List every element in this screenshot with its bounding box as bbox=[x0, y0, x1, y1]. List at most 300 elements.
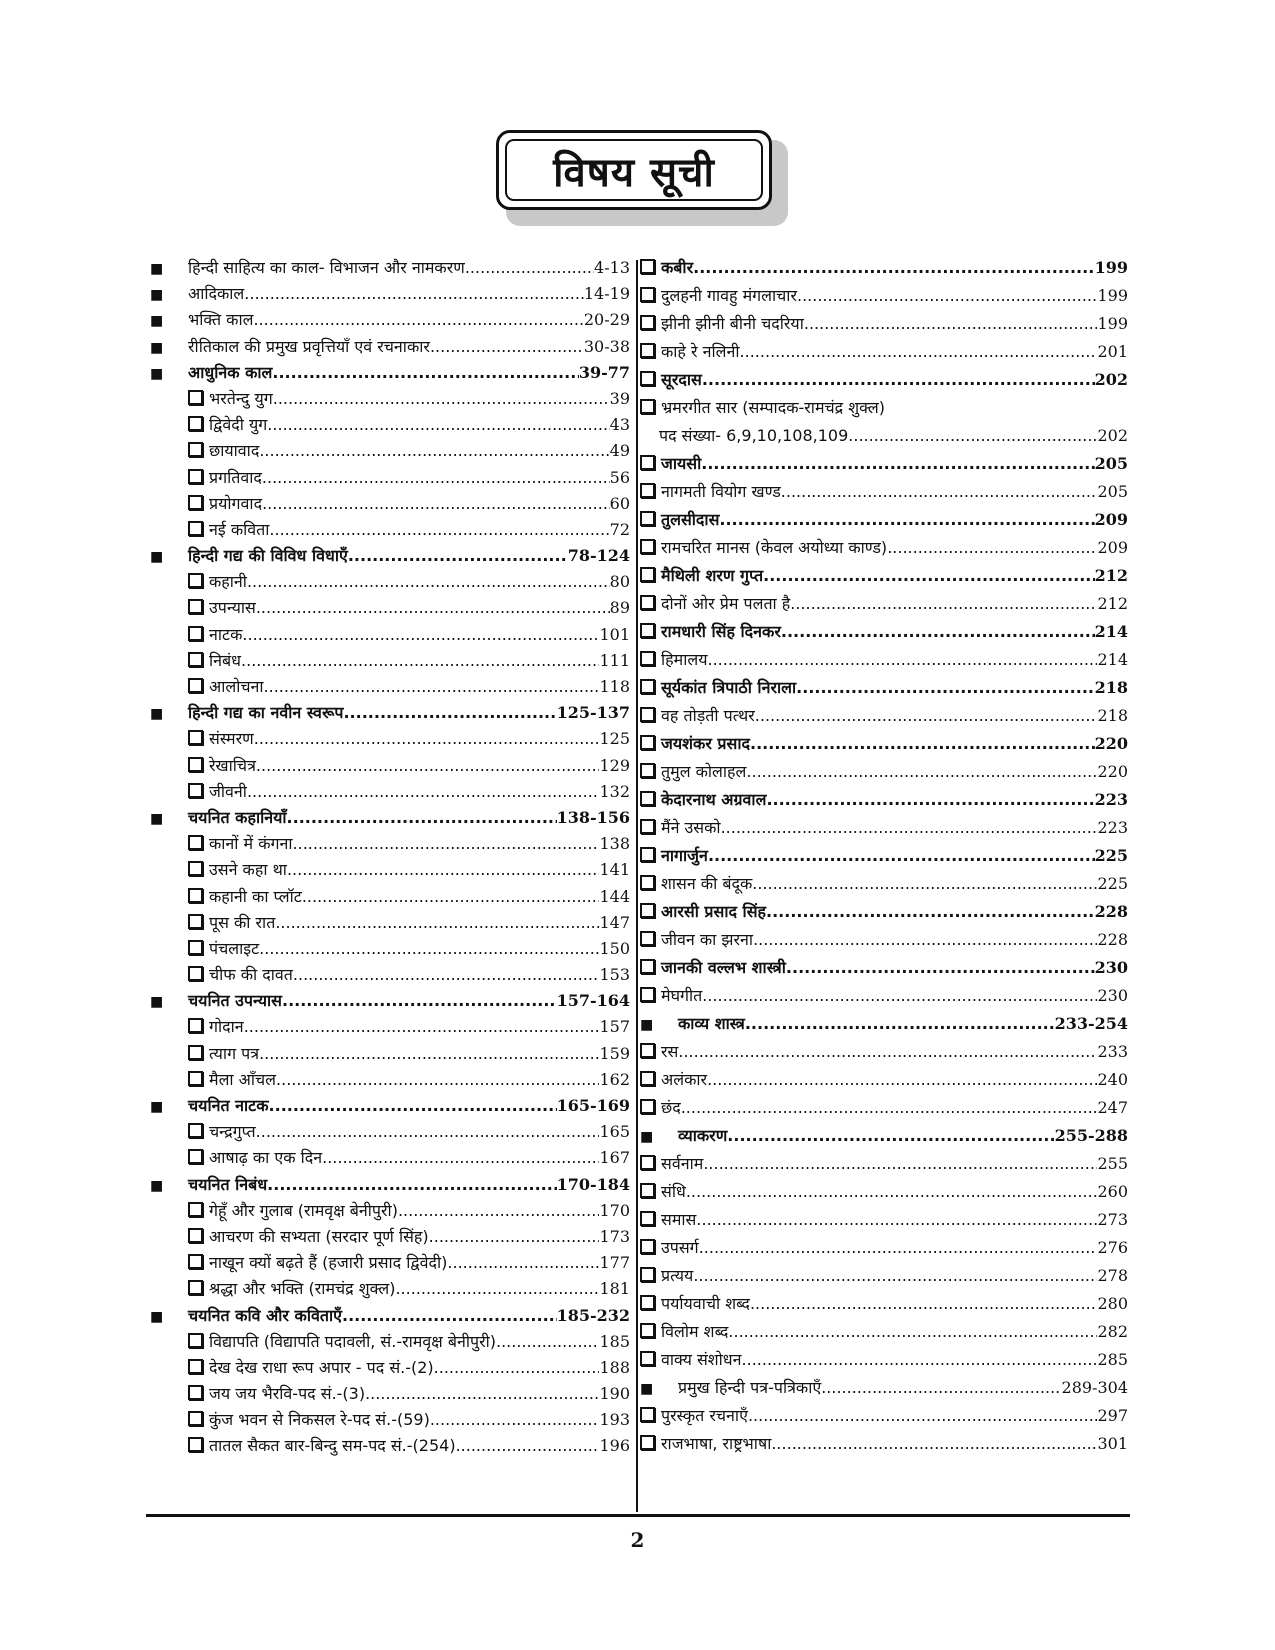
toc-entry-page: 185-232 bbox=[556, 1305, 630, 1325]
toc-entry bbox=[150, 598, 630, 624]
toc-entry-page: 196 bbox=[599, 1436, 630, 1456]
checkbox-bullet-icon bbox=[640, 847, 655, 862]
checkbox-bullet-icon bbox=[188, 730, 203, 745]
toc-entry-page: 141 bbox=[599, 860, 630, 880]
checkbox-bullet-icon bbox=[640, 315, 655, 330]
toc-entry-label: मैला आँचल bbox=[209, 1069, 277, 1089]
dot-leader bbox=[699, 1238, 1098, 1258]
dot-leader bbox=[322, 1148, 599, 1168]
toc-entry-page: 218 bbox=[1094, 678, 1128, 697]
toc-entry-label: उसने कहा था bbox=[209, 860, 287, 880]
checkbox-bullet-icon bbox=[640, 763, 655, 778]
dot-leader bbox=[272, 363, 578, 383]
toc-entry-label: त्याग पत्र bbox=[209, 1043, 260, 1063]
checkbox-bullet-icon bbox=[640, 875, 655, 890]
toc-entry bbox=[150, 572, 630, 598]
checkbox-bullet-icon bbox=[640, 1295, 655, 1310]
toc-entry bbox=[640, 482, 1128, 510]
dot-leader bbox=[276, 1070, 599, 1090]
toc-entry-label: आधुनिक काल bbox=[188, 362, 273, 382]
toc-entry-label: दुलहनी गावहु मंगलाचार bbox=[661, 286, 797, 305]
toc-entry-page: 150 bbox=[599, 938, 630, 958]
toc-entry-label: चयनित कहानियाँ bbox=[188, 807, 287, 827]
toc-entry-label: काहे रे नलिनी bbox=[661, 342, 740, 361]
toc-entry-label: नाखून क्यों बढ़ते हैं (हजारी प्रसाद द्विवेदी) bbox=[209, 1253, 448, 1273]
checkbox-bullet-icon bbox=[640, 595, 655, 610]
dot-leader bbox=[429, 1227, 600, 1247]
dot-leader bbox=[247, 782, 600, 802]
toc-entry-label: नई कविता bbox=[209, 519, 270, 539]
toc-entry-page: 80 bbox=[609, 572, 630, 592]
toc-entry bbox=[150, 677, 630, 703]
toc-entry-page: 159 bbox=[599, 1043, 630, 1063]
checkbox-bullet-icon bbox=[640, 259, 655, 274]
toc-entry-page: 56 bbox=[609, 467, 630, 487]
toc-entry-page: 125-137 bbox=[556, 703, 630, 723]
toc-entry bbox=[640, 818, 1128, 846]
toc-entry-label: आषाढ़ का एक दिन bbox=[209, 1148, 323, 1168]
toc-entry-label: केदारनाथ अग्रवाल bbox=[661, 790, 767, 809]
dot-leader bbox=[750, 1294, 1098, 1314]
toc-entry-label: हिन्दी गद्य की विविध विधाएँ bbox=[188, 546, 348, 566]
toc-entry bbox=[150, 1306, 630, 1332]
toc-entry bbox=[640, 1154, 1128, 1182]
toc-entry-label: रीतिकाल की प्रमुख प्रवृत्तियाँ एवं रचनाकार bbox=[188, 336, 430, 356]
toc-entry bbox=[150, 1148, 630, 1174]
toc-entry bbox=[640, 622, 1128, 650]
toc-entry-page: 39 bbox=[609, 388, 630, 408]
dot-leader bbox=[293, 834, 600, 854]
dot-leader bbox=[766, 790, 1094, 810]
toc-entry bbox=[150, 1122, 630, 1148]
toc-entry-label: हिन्दी साहित्य का काल- विभाजन और नामकरण bbox=[188, 258, 465, 277]
toc-entry bbox=[640, 1126, 1128, 1154]
toc-entry bbox=[150, 1384, 630, 1410]
toc-entry-page: 223 bbox=[1097, 818, 1128, 837]
dot-leader bbox=[365, 1384, 599, 1404]
dot-leader bbox=[269, 520, 609, 540]
toc-entry bbox=[640, 678, 1128, 706]
toc-entry-label: चयनित निबंध bbox=[188, 1174, 268, 1194]
checkbox-bullet-icon bbox=[640, 623, 655, 638]
toc-entry bbox=[640, 1182, 1128, 1210]
checkbox-bullet-icon bbox=[640, 1351, 655, 1366]
toc-entry-label: भक्ति काल bbox=[188, 310, 254, 330]
square-bullet-icon bbox=[640, 1379, 678, 1399]
toc-entry-label: जीवनी bbox=[209, 781, 247, 801]
dot-leader bbox=[786, 958, 1095, 978]
toc-entry bbox=[640, 1266, 1128, 1294]
toc-entry bbox=[640, 958, 1128, 986]
toc-entry bbox=[640, 1406, 1128, 1434]
dot-leader bbox=[719, 510, 1094, 530]
checkbox-bullet-icon bbox=[188, 914, 203, 929]
square-bullet-icon bbox=[150, 1307, 188, 1327]
toc-entry-page: 78-124 bbox=[567, 546, 630, 566]
square-bullet-icon bbox=[640, 1127, 678, 1147]
dot-leader bbox=[254, 729, 600, 749]
checkbox-bullet-icon bbox=[640, 707, 655, 722]
checkbox-bullet-icon bbox=[640, 483, 655, 498]
toc-entry-label: संस्मरण bbox=[209, 729, 254, 749]
toc-entry bbox=[150, 389, 630, 415]
checkbox-bullet-icon bbox=[640, 1183, 655, 1198]
toc-entry-label: पद संख्या- 6,9,10,108,109 bbox=[659, 426, 849, 445]
dot-leader bbox=[771, 1434, 1097, 1454]
toc-entry bbox=[150, 756, 630, 782]
toc-entry-label: गेहूँ और गुलाब (रामवृक्ष बेनीपुरी) bbox=[209, 1200, 398, 1220]
checkbox-bullet-icon bbox=[640, 931, 655, 946]
checkbox-bullet-icon bbox=[640, 567, 655, 582]
toc-entry-label: पर्यायवाची शब्द bbox=[661, 1294, 750, 1313]
toc-entry bbox=[150, 284, 630, 310]
toc-entry-page: 255 bbox=[1097, 1154, 1128, 1173]
checkbox-bullet-icon bbox=[640, 371, 655, 386]
toc-entry-label: भ्रमरगीत सार (सम्पादक-रामचंद्र शुक्ल) bbox=[661, 398, 885, 417]
square-bullet-icon bbox=[150, 704, 188, 724]
checkbox-bullet-icon bbox=[188, 416, 203, 431]
toc-entry-page: 278 bbox=[1097, 1266, 1128, 1285]
toc-entry bbox=[150, 703, 630, 729]
toc-entry-label: आदिकाल bbox=[188, 284, 245, 304]
toc-entry-label: चन्द्रगुप्त bbox=[209, 1122, 256, 1142]
toc-entry-page: 4-13 bbox=[594, 258, 630, 277]
toc-entry-page: 170-184 bbox=[556, 1174, 630, 1194]
toc-entry-label: प्रत्यय bbox=[661, 1266, 694, 1285]
dot-leader bbox=[686, 1182, 1098, 1202]
toc-entry bbox=[150, 1175, 630, 1201]
checkbox-bullet-icon bbox=[188, 521, 203, 536]
toc-entry bbox=[640, 790, 1128, 818]
toc-entry bbox=[640, 594, 1128, 622]
toc-entry bbox=[150, 625, 630, 651]
toc-entry bbox=[640, 1042, 1128, 1070]
toc-entry bbox=[640, 286, 1128, 314]
toc-entry-page: 49 bbox=[609, 441, 630, 461]
dot-leader bbox=[790, 594, 1097, 614]
square-bullet-icon bbox=[150, 364, 188, 384]
dot-leader bbox=[750, 734, 1095, 754]
checkbox-bullet-icon bbox=[188, 888, 203, 903]
toc-entry-page: 285 bbox=[1097, 1350, 1128, 1369]
toc-entry-label: चयनित कवि और कविताएँ bbox=[188, 1305, 342, 1325]
bottom-rule bbox=[146, 1514, 1130, 1517]
toc-entry-label: छंद bbox=[661, 1098, 681, 1117]
checkbox-bullet-icon bbox=[188, 1123, 203, 1138]
toc-entry-label: जायसी bbox=[661, 454, 702, 473]
toc-entry-label: वाक्य संशोधन bbox=[661, 1350, 742, 1369]
toc-entry-label: द्विवेदी युग bbox=[209, 415, 268, 435]
toc-entry bbox=[150, 468, 630, 494]
toc-entry-page: 225 bbox=[1094, 846, 1128, 865]
toc-entry-label: चीफ की दावत bbox=[209, 965, 293, 985]
checkbox-bullet-icon bbox=[188, 1359, 203, 1374]
toc-entry bbox=[640, 1378, 1128, 1406]
dot-leader bbox=[256, 1122, 600, 1142]
page-title: विषय सूची bbox=[505, 139, 763, 201]
checkbox-bullet-icon bbox=[188, 1018, 203, 1033]
dot-leader bbox=[273, 389, 610, 409]
toc-entry-page: 132 bbox=[599, 781, 630, 801]
toc-entry bbox=[150, 1279, 630, 1305]
toc-entry-label: सूर्यकांत त्रिपाठी निराला bbox=[661, 678, 797, 697]
toc-entry bbox=[640, 510, 1128, 538]
toc-entry-page: 138 bbox=[599, 834, 630, 854]
column-divider bbox=[636, 260, 638, 1512]
toc-entry bbox=[150, 729, 630, 755]
page-number: 2 bbox=[630, 1528, 645, 1552]
toc-entry-label: शासन की बंदूक bbox=[661, 874, 753, 893]
checkbox-bullet-icon bbox=[640, 1407, 655, 1422]
toc-entry-label: मैंने उसको bbox=[661, 818, 721, 837]
toc-entry-page: 30-38 bbox=[583, 336, 630, 356]
checkbox-bullet-icon bbox=[188, 1202, 203, 1217]
toc-entry-page: 118 bbox=[599, 677, 630, 696]
toc-entry-page: 214 bbox=[1097, 650, 1128, 669]
checkbox-bullet-icon bbox=[188, 940, 203, 955]
dot-leader bbox=[796, 678, 1094, 698]
dot-leader bbox=[430, 337, 584, 357]
checkbox-bullet-icon bbox=[640, 987, 655, 1002]
toc-entry-label: मैथिली शरण गुप्त bbox=[661, 566, 764, 585]
toc-entry-page: 125 bbox=[599, 729, 630, 749]
toc-entry-label: हिन्दी गद्य का नवीन स्वरूप bbox=[188, 703, 344, 723]
dot-leader bbox=[395, 1279, 599, 1299]
toc-entry-page: 190 bbox=[599, 1384, 630, 1404]
dot-leader bbox=[748, 1406, 1098, 1426]
dot-leader bbox=[256, 756, 600, 776]
checkbox-bullet-icon bbox=[188, 469, 203, 484]
toc-entry-label: गोदान bbox=[209, 1017, 244, 1037]
checkbox-bullet-icon bbox=[640, 1155, 655, 1170]
toc-entry-page: 276 bbox=[1097, 1238, 1128, 1257]
toc-entry-page: 247 bbox=[1097, 1098, 1128, 1117]
toc-entry-page: 233-254 bbox=[1054, 1014, 1128, 1033]
dot-leader bbox=[707, 650, 1097, 670]
toc-entry-label: व्याकरण bbox=[678, 1126, 728, 1145]
toc-entry-label: चयनित नाटक bbox=[188, 1096, 269, 1115]
checkbox-bullet-icon bbox=[188, 442, 203, 457]
toc-entry-label: जीवन का झरना bbox=[661, 930, 754, 949]
toc-entry bbox=[640, 986, 1128, 1014]
toc-entry-page: 181 bbox=[599, 1279, 630, 1299]
dot-leader bbox=[244, 1017, 600, 1037]
checkbox-bullet-icon bbox=[188, 390, 203, 405]
dot-leader bbox=[269, 1096, 557, 1116]
toc-entry-page: 177 bbox=[599, 1253, 630, 1273]
dot-leader bbox=[766, 902, 1095, 922]
toc-entry bbox=[640, 874, 1128, 902]
toc-entry-page: 225 bbox=[1097, 874, 1128, 893]
dot-leader bbox=[797, 286, 1097, 306]
toc-entry bbox=[640, 1098, 1128, 1126]
dot-leader bbox=[244, 284, 584, 304]
toc-entry bbox=[150, 1410, 630, 1436]
checkbox-bullet-icon bbox=[188, 1071, 203, 1086]
toc-entry-label: रेखाचित्र bbox=[209, 755, 256, 775]
toc-entry bbox=[640, 1210, 1128, 1238]
toc-entry-label: सर्वनाम bbox=[661, 1154, 704, 1173]
title-box bbox=[496, 130, 792, 226]
toc-entry-label: निबंध bbox=[209, 650, 242, 670]
toc-entry bbox=[150, 1201, 630, 1227]
toc-entry-page: 209 bbox=[1094, 510, 1128, 529]
checkbox-bullet-icon bbox=[640, 903, 655, 918]
toc-entry bbox=[640, 426, 1128, 454]
toc-entry-page: 202 bbox=[1094, 370, 1128, 389]
toc-entry-label: मेघगीत bbox=[661, 986, 703, 1005]
square-bullet-icon bbox=[150, 809, 188, 829]
checkbox-bullet-icon bbox=[640, 455, 655, 470]
toc-entry-page: 153 bbox=[599, 965, 630, 985]
checkbox-bullet-icon bbox=[640, 819, 655, 834]
toc-entry-label: अलंकार bbox=[661, 1070, 708, 1089]
toc-entry-label: आरसी प्रसाद सिंह bbox=[661, 902, 767, 921]
toc-entry-page: 289-304 bbox=[1061, 1378, 1128, 1397]
checkbox-bullet-icon bbox=[188, 1385, 203, 1400]
toc-entry-page: 129 bbox=[599, 755, 630, 775]
dot-leader bbox=[434, 1358, 600, 1378]
toc-entry bbox=[640, 650, 1128, 678]
dot-leader bbox=[398, 1201, 600, 1221]
toc-entry-label: झीनी झीनी बीनी चदरिया bbox=[661, 314, 804, 333]
dot-leader bbox=[746, 762, 1097, 782]
toc-entry bbox=[150, 1227, 630, 1253]
dot-leader bbox=[781, 482, 1098, 502]
toc-entry bbox=[150, 494, 630, 520]
checkbox-bullet-icon bbox=[640, 1211, 655, 1226]
toc-entry bbox=[150, 1070, 630, 1096]
checkbox-bullet-icon bbox=[188, 1333, 203, 1348]
checkbox-bullet-icon bbox=[640, 1071, 655, 1086]
dot-leader bbox=[348, 546, 568, 566]
toc-entry-page: 101 bbox=[599, 624, 630, 644]
toc-entry-label: देख देख राधा रूप अपार - पद सं.-(2) bbox=[209, 1357, 434, 1377]
toc-entry-page: 43 bbox=[609, 415, 630, 435]
toc-entry bbox=[150, 1096, 630, 1122]
checkbox-bullet-icon bbox=[188, 1280, 203, 1295]
checkbox-bullet-icon bbox=[640, 959, 655, 974]
toc-entry bbox=[150, 310, 630, 336]
toc-entry-label: सूरदास bbox=[661, 370, 702, 389]
square-bullet-icon bbox=[150, 285, 188, 305]
toc-entry-page: 111 bbox=[599, 650, 630, 670]
dot-leader bbox=[242, 625, 599, 645]
checkbox-bullet-icon bbox=[188, 1254, 203, 1269]
toc-entry bbox=[150, 991, 630, 1017]
toc-entry bbox=[150, 939, 630, 965]
checkbox-bullet-icon bbox=[640, 735, 655, 750]
toc-entry-label: जानकी वल्लभ शास्त्री bbox=[661, 958, 786, 977]
dot-leader bbox=[703, 1154, 1097, 1174]
toc-entry bbox=[640, 1070, 1128, 1098]
toc-entry-page: 282 bbox=[1097, 1322, 1128, 1341]
dot-leader bbox=[342, 1306, 557, 1326]
toc-entry-label: नागार्जुन bbox=[661, 846, 708, 865]
toc-entry bbox=[150, 1044, 630, 1070]
toc-entry-label: हिमालय bbox=[661, 650, 708, 669]
toc-entry-page: 199 bbox=[1094, 258, 1128, 277]
checkbox-bullet-icon bbox=[188, 835, 203, 850]
toc-entry-label: कबीर bbox=[661, 258, 694, 277]
dot-leader bbox=[259, 441, 609, 461]
toc-entry bbox=[640, 1350, 1128, 1378]
toc-entry-label: उपन्यास bbox=[209, 598, 256, 618]
toc-entry-page: 209 bbox=[1097, 538, 1128, 557]
dot-leader bbox=[430, 1410, 600, 1430]
dot-leader bbox=[727, 1126, 1054, 1146]
dot-leader bbox=[693, 258, 1094, 278]
toc-entry-page: 162 bbox=[599, 1069, 630, 1089]
toc-entry-label: उपसर्ग bbox=[661, 1238, 699, 1257]
toc-entry bbox=[150, 860, 630, 886]
toc-entry-page: 228 bbox=[1094, 902, 1128, 921]
toc-entry-label: काव्य शास्त्र bbox=[678, 1014, 745, 1033]
square-bullet-icon bbox=[150, 338, 188, 358]
square-bullet-icon bbox=[150, 992, 188, 1012]
toc-entry bbox=[640, 314, 1128, 342]
checkbox-bullet-icon bbox=[640, 791, 655, 806]
toc-entry-page: 255-288 bbox=[1054, 1126, 1128, 1145]
toc-entry-label: पूस की रात bbox=[209, 912, 276, 932]
checkbox-bullet-icon bbox=[640, 1267, 655, 1282]
toc-entry-page: 220 bbox=[1094, 734, 1128, 753]
dot-leader bbox=[343, 703, 556, 723]
title-frame bbox=[496, 130, 772, 210]
toc-entry-page: 157 bbox=[599, 1017, 630, 1037]
toc-entry bbox=[640, 538, 1128, 566]
toc-entry-page: 220 bbox=[1097, 762, 1128, 781]
toc-left-column bbox=[150, 258, 630, 1463]
toc-entry bbox=[150, 363, 630, 389]
checkbox-bullet-icon bbox=[188, 783, 203, 798]
toc-entry-label: आलोचना bbox=[209, 677, 264, 696]
toc-entry-label: कानों में कंगना bbox=[209, 834, 293, 854]
toc-entry bbox=[150, 913, 630, 939]
toc-entry-page: 157-164 bbox=[556, 991, 630, 1011]
checkbox-bullet-icon bbox=[188, 626, 203, 641]
toc-entry-label: पुरस्कृत रचनाएँ bbox=[661, 1406, 748, 1425]
toc-entry-page: 205 bbox=[1094, 454, 1128, 473]
toc-entry-label: प्रमुख हिन्दी पत्र-पत्रिकाएँ bbox=[678, 1378, 822, 1397]
toc-entry-label: भरतेन्दु युग bbox=[209, 388, 273, 408]
toc-entry-label: श्रद्धा और भक्ति (रामचंद्र शुक्ल) bbox=[209, 1279, 396, 1299]
toc-entry-page: 165 bbox=[599, 1122, 630, 1142]
toc-entry bbox=[150, 1017, 630, 1043]
toc-entry-label: पंचलाइट bbox=[209, 938, 260, 958]
toc-entry bbox=[150, 965, 630, 991]
toc-right-column bbox=[640, 258, 1128, 1462]
toc-entry-label: दोनों ओर प्रेम पलता है bbox=[661, 594, 791, 613]
toc-entry-page: 212 bbox=[1094, 566, 1128, 585]
checkbox-bullet-icon bbox=[188, 599, 203, 614]
toc-entry bbox=[640, 370, 1128, 398]
checkbox-bullet-icon bbox=[640, 679, 655, 694]
toc-entry-page: 214 bbox=[1094, 622, 1128, 641]
toc-entry-label: कुंज भवन से निकसल रे-पद सं.-(59) bbox=[209, 1410, 430, 1430]
toc-entry-label: चयनित उपन्यास bbox=[188, 991, 282, 1011]
square-bullet-icon bbox=[640, 1015, 678, 1035]
toc-entry-page: 260 bbox=[1097, 1182, 1128, 1201]
toc-entry-label: तुलसीदास bbox=[661, 510, 720, 529]
square-bullet-icon bbox=[150, 1097, 188, 1117]
checkbox-bullet-icon bbox=[640, 1043, 655, 1058]
toc-entry-page: 228 bbox=[1097, 930, 1128, 949]
toc-entry bbox=[640, 762, 1128, 790]
toc-entry bbox=[150, 337, 630, 363]
checkbox-bullet-icon bbox=[188, 1437, 203, 1452]
dot-leader bbox=[287, 860, 600, 880]
